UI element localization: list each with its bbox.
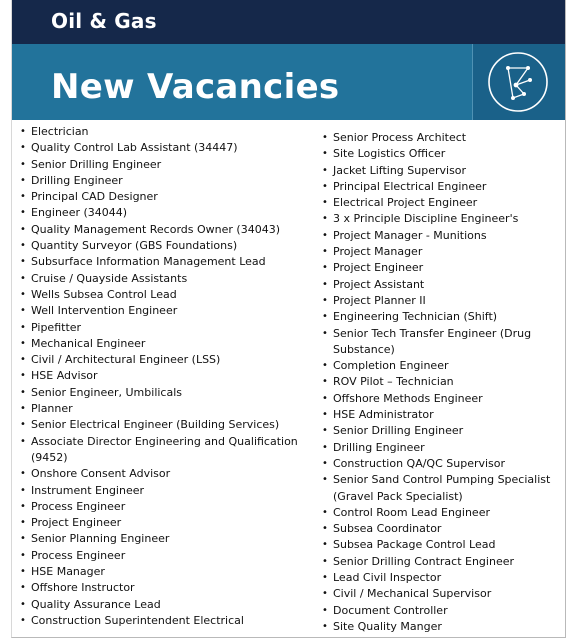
vacancy-list-left bbox=[20, 124, 310, 629]
vacancy-item: • Well Intervention Engineer bbox=[20, 303, 310, 319]
vacancy-item: • Process Engineer bbox=[20, 499, 310, 515]
vacancy-item: • Principal Electrical Engineer bbox=[322, 179, 554, 195]
vacancy-item: • Lead Civil Inspector bbox=[322, 570, 554, 586]
vacancy-item: • Instrument Engineer bbox=[20, 483, 310, 499]
vacancy-item: • Senior Planning Engineer bbox=[20, 531, 310, 547]
vacancy-item: • Project Engineer bbox=[20, 515, 310, 531]
vacancy-item: • Project Manager - Munitions bbox=[322, 228, 554, 244]
vacancy-list-right bbox=[322, 130, 554, 635]
vacancy-item: • Electrician bbox=[20, 124, 310, 140]
vacancy-item: • Civil / Architectural Engineer (LSS) bbox=[20, 352, 310, 368]
vacancy-item: • Senior Process Architect bbox=[322, 130, 554, 146]
vacancy-item: • Cruise / Quayside Assistants bbox=[20, 271, 310, 287]
constellation-icon bbox=[486, 50, 550, 114]
vacancy-item: • Senior Sand Control Pumping Specialist (Gravel Pack Specialist) bbox=[322, 472, 554, 505]
vacancy-item: • Senior Tech Transfer Engineer (Drug Substance) bbox=[322, 326, 554, 359]
vacancy-item: • Engineer (34044) bbox=[20, 205, 310, 221]
vacancy-item: • Quality Control Lab Assistant (34447) bbox=[20, 140, 310, 156]
vacancy-item: • HSE Advisor bbox=[20, 368, 310, 384]
vacancy-item: • Senior Drilling Engineer bbox=[20, 157, 310, 173]
vacancy-item: • Project Assistant bbox=[322, 277, 554, 293]
vacancy-item: • Quality Assurance Lead bbox=[20, 597, 310, 613]
vacancy-item: • Quality Management Records Owner (34043) bbox=[20, 222, 310, 238]
vacancy-item: • Project Planner II bbox=[322, 293, 554, 309]
vacancy-item: • HSE Administrator bbox=[322, 407, 554, 423]
vacancy-item: • Project Manager bbox=[322, 244, 554, 260]
headline-banner bbox=[12, 44, 565, 120]
vacancy-item: • Offshore Instructor bbox=[20, 580, 310, 596]
vacancy-item: • Subsea Coordinator bbox=[322, 521, 554, 537]
vacancy-item: • Site Quality Manger bbox=[322, 619, 554, 635]
vacancy-item: • ROV Pilot – Technician bbox=[322, 374, 554, 390]
vacancy-item: • Subsea Package Control Lead bbox=[322, 537, 554, 553]
vacancy-item: • Senior Electrical Engineer (Building Services) bbox=[20, 417, 310, 433]
vacancy-item: • HSE Manager bbox=[20, 564, 310, 580]
vacancy-item: • Mechanical Engineer bbox=[20, 336, 310, 352]
vacancy-item: • Onshore Consent Advisor bbox=[20, 466, 310, 482]
vacancy-item: • 3 x Principle Discipline Engineer's bbox=[322, 211, 554, 227]
page-title: New Vacancies bbox=[51, 67, 340, 107]
vacancy-item: • Senior Engineer, Umbilicals bbox=[20, 385, 310, 401]
vacancy-item: • Completion Engineer bbox=[322, 358, 554, 374]
vacancy-item: • Offshore Methods Engineer bbox=[322, 391, 554, 407]
vacancy-item: • Associate Director Engineering and Qualification (9452) bbox=[20, 434, 310, 467]
vacancy-item: • Document Controller bbox=[322, 603, 554, 619]
logo bbox=[472, 44, 565, 120]
vacancy-item: • Quantity Surveyor (GBS Foundations) bbox=[20, 238, 310, 254]
vacancy-item: • Wells Subsea Control Lead bbox=[20, 287, 310, 303]
vacancy-item: • Planner bbox=[20, 401, 310, 417]
vacancy-item: • Site Logistics Officer bbox=[322, 146, 554, 162]
vacancy-item: • Civil / Mechanical Supervisor bbox=[322, 586, 554, 602]
vacancy-item: • Pipefitter bbox=[20, 320, 310, 336]
vacancy-item: • Construction Superintendent Electrical bbox=[20, 613, 310, 629]
vacancy-item: • Senior Drilling Contract Engineer bbox=[322, 554, 554, 570]
vacancy-item: • Electrical Project Engineer bbox=[322, 195, 554, 211]
vacancy-item: • Engineering Technician (Shift) bbox=[322, 309, 554, 325]
vacancy-item: • Construction QA/QC Supervisor bbox=[322, 456, 554, 472]
vacancy-item: • Project Engineer bbox=[322, 260, 554, 276]
vacancy-item: • Drilling Engineer bbox=[322, 440, 554, 456]
top-bar bbox=[12, 0, 565, 44]
vacancy-item: • Drilling Engineer bbox=[20, 173, 310, 189]
vacancy-item: • Senior Drilling Engineer bbox=[322, 423, 554, 439]
vacancy-item: • Subsurface Information Management Lead bbox=[20, 254, 310, 270]
vacancy-item: • Process Engineer bbox=[20, 548, 310, 564]
vacancy-item: • Jacket Lifting Supervisor bbox=[322, 163, 554, 179]
vacancy-item: • Principal CAD Designer bbox=[20, 189, 310, 205]
sector-title: Oil & Gas bbox=[51, 9, 157, 33]
vacancy-item: • Control Room Lead Engineer bbox=[322, 505, 554, 521]
